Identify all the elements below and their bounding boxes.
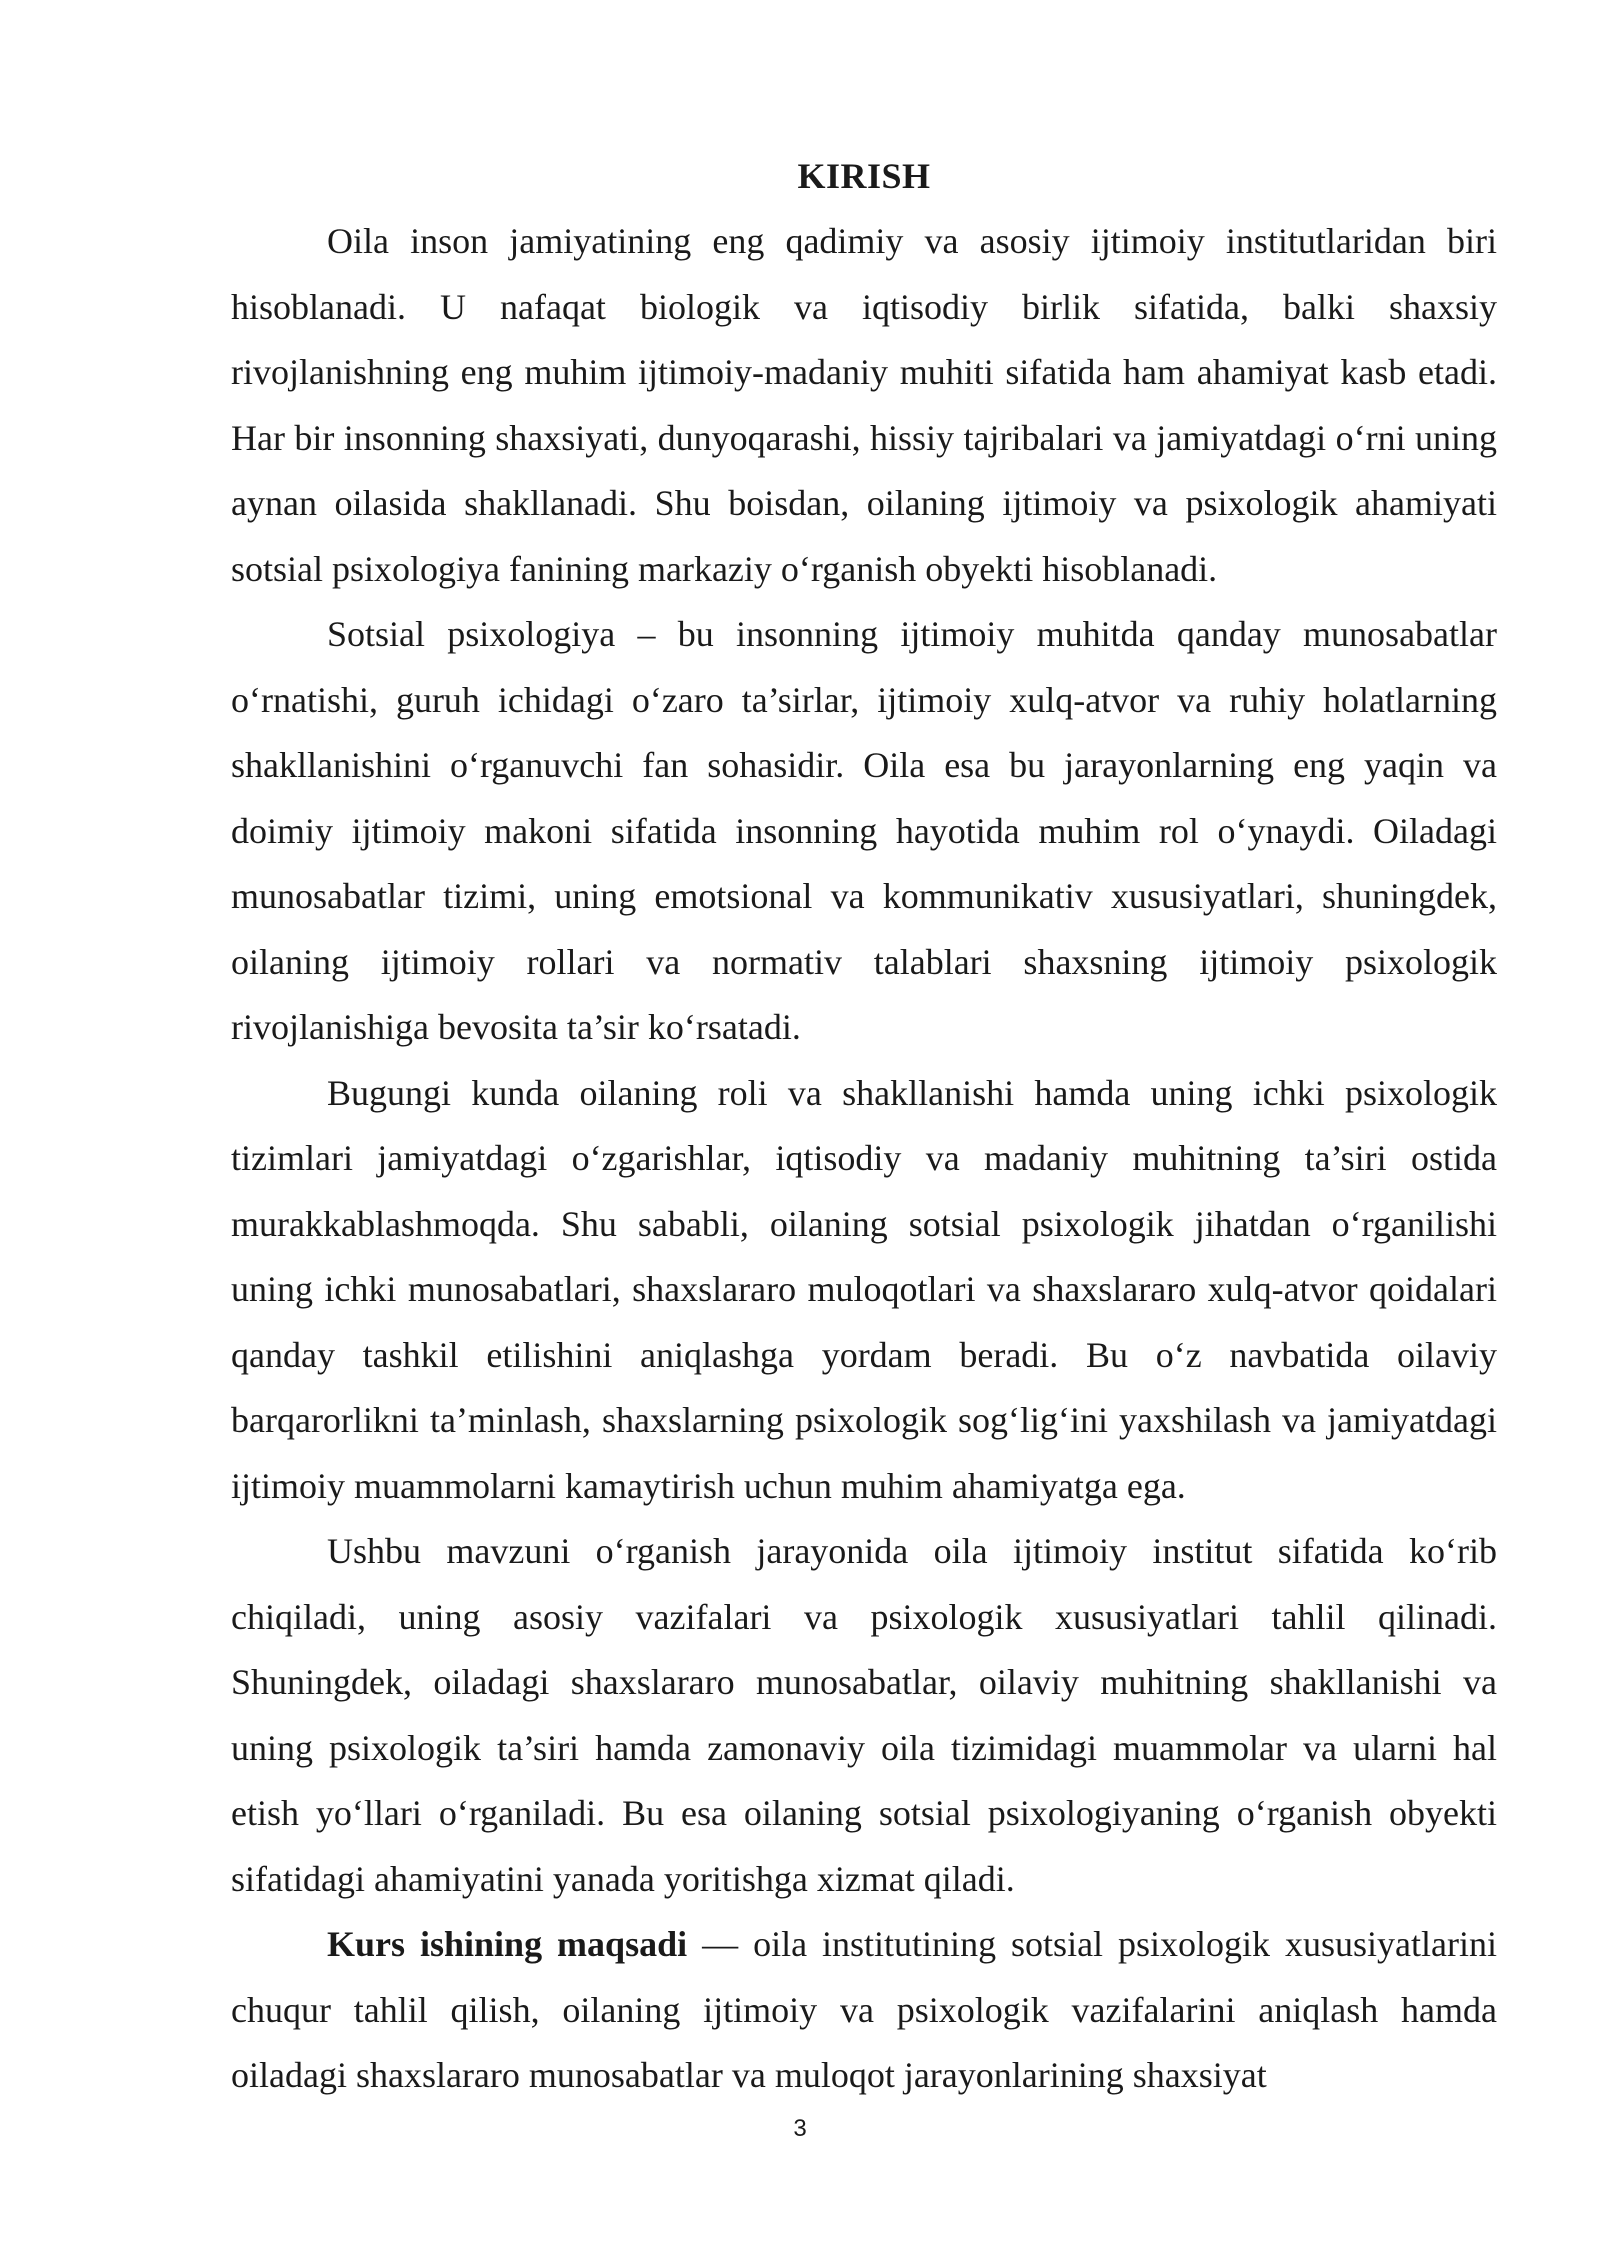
goal-paragraph <box>231 1912 1497 2109</box>
page-content <box>231 152 1497 2109</box>
paragraph: Oila inson jamiyatining eng qadimiy va asosiy ijtimoiy institutlaridan biri hisoblanadi. U nafaqat biologik va iqtisodiy birlik sifatida, balki shaxsiy rivojlanishning eng muhim ijtimoiy-madaniy muhiti sifatida ham ahamiyat kasb etadi. Har bir insonning shaxsiyati, dunyoqarashi, hissiy tajribalari va jamiyatdagi o‘rni uning aynan oilasida shakllanadi. Shu boisdan, oilaning ijtimoiy va psixologik ahamiyati sotsial psixologiya fanining markaziy o‘rganish obyekti hisoblanadi. <box>231 221 1497 589</box>
paragraph: Ushbu mavzuni o‘rganish jarayonida oila ijtimoiy institut sifatida ko‘rib chiqiladi, uning asosiy vazifalari va psixologik xususiyatlari tahlil qilinadi. Shuningdek, oiladagi shaxslararo munosabatlar, oilaviy muhitning shakllanishi va uning psixologik ta’siri hamda zamonaviy oila tizimidagi muammolar va ularni hal etish yo‘llari o‘rganiladi. Bu esa oilaning sotsial psixologiyaning o‘rganish obyekti sifatidagi ahamiyatini yanada yoritishga xizmat qiladi. <box>231 1531 1497 1899</box>
goal-text: — oila institutining sotsial psixologik xususiyatlarini chuqur tahlil qilish, oilaning ijtimoiy va psixologik vazifalarini aniqlash hamda oiladagi shaxslararo munosabatlar va muloqot jarayonlarining shaxsiyat <box>231 1924 1498 2095</box>
page-number: 3 <box>793 2115 807 2142</box>
goal-lead: Kurs ishining maqsadi <box>327 1924 688 1964</box>
paragraph: Bugungi kunda oilaning roli va shakllanishi hamda uning ichki psixologik tizimlari jamiyatdagi o‘zgarishlar, iqtisodiy va madaniy muhitning ta’siri ostida murakkablashmoqda. Shu sababli, oilaning sotsial psixologik jihatdan o‘rganilishi uning ichki munosabatlari, shaxslararo muloqotlari va shaxslararo xulq-atvor qoidalari qanday tashkil etilishini aniqlashga yordam beradi. Bu o‘z navbatida oilaviy barqarorlikni ta’minlash, shaxslarning psixologik sog‘lig‘ini yaxshilash va jamiyatdagi ijtimoiy muammolarni kamaytirish uchun muhim ahamiyatga ega. <box>231 1072 1497 1506</box>
paragraph: Sotsial psixologiya – bu insonning ijtimoiy muhitda qanday munosabatlar o‘rnatishi, guruh ichidagi o‘zaro ta’sirlar, ijtimoiy xulq-atvor va ruhiy holatlarning shakllanishini o‘rganuvchi fan sohasidir. Oila esa bu jarayonlarning eng yaqin va doimiy ijtimoiy makoni sifatida insonning hayotida muhim rol o‘ynaydi. Oiladagi munosabatlar tizimi, uning emotsional va kommunikativ xususiyatlari, shuningdek, oilaning ijtimoiy rollari va normativ talablari shaxsning ijtimoiy psixologik rivojlanishiga bevosita ta’sir ko‘rsatadi. <box>231 614 1497 1047</box>
section-title: KIRISH <box>797 156 931 196</box>
